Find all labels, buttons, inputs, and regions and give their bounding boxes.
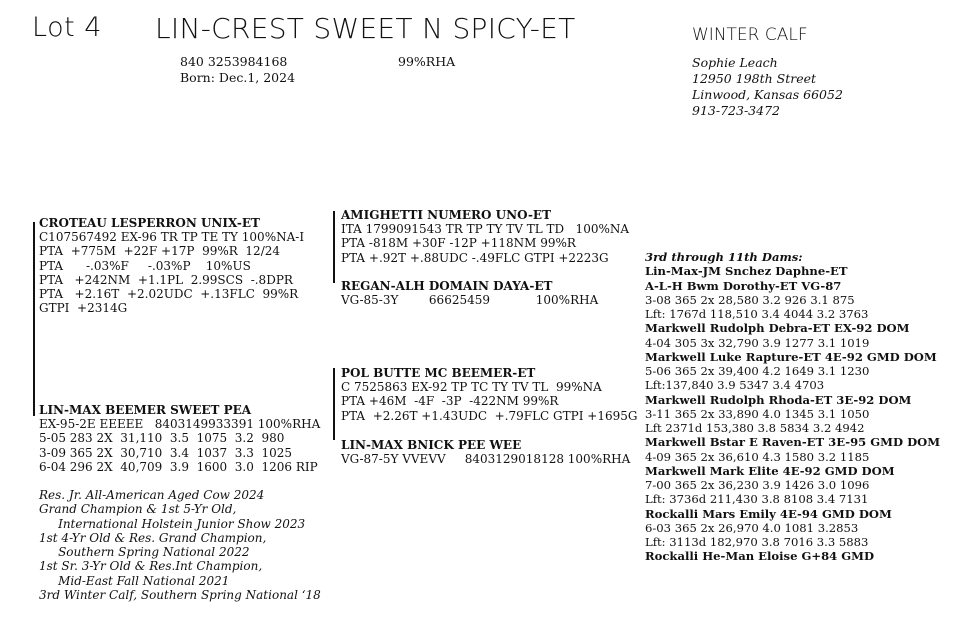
dam-line: 5-05 283 2X 31,110 3.5 1075 3.2 980 [39,431,285,446]
dam-dam-line: VG-87-5Y VVEVV 8403129018128 100%RHA [341,452,631,467]
dam-sire-block [341,366,637,423]
sire-name: CROTEAU LESPERRON UNIX-ET [39,216,260,230]
sire-sire-name: AMIGHETTI NUMERO UNO-ET [341,208,552,222]
dam-name-line: Rockalli He-Man Eloise G+84 GMD [645,549,875,564]
dam-record-line: 4-09 365 2x 36,610 4.3 1580 3.2 1185 [645,449,870,464]
dam-line: 6-04 296 2X 40,709 3.9 1600 3.0 1206 RIP [39,459,318,474]
lot-number: Lot 4 [32,12,102,43]
dams-lines [645,264,940,563]
dam-name-line: Markwell Rudolph Debra-ET EX-92 DOM [645,321,910,336]
owner-street: 12950 198th Street [692,71,817,86]
pedigree-line-main [33,222,35,416]
sire-sire-line: ITA 1799091543 TR TP TY TV TL TD 100%NA [341,222,630,237]
honor-item: International Holstein Junior Show 2023 [39,516,306,531]
pedigree-line-sire [333,211,335,283]
sire-dam-name: REGAN-ALH DOMAIN DAYA-ET [341,279,553,293]
honor-item: 1st 4-Yr Old & Res. Grand Champion, [39,530,267,545]
sire-line: PTA +2.16T +2.02UDC +.13FLC 99%R [39,287,299,302]
honor-item: 3rd Winter Calf, Southern Spring National ‘18 [39,588,321,603]
dam-record-line: Lft: 3736d 211,430 3.8 8108 3.4 7131 [645,492,869,507]
dam-record-line: 4-04 305 3x 32,790 3.9 1277 3.1 1019 [645,335,870,350]
dam-line: EX-95-2E EEEEE 8403149933391 100%RHA [39,417,321,432]
owner-name: Sophie Leach [692,55,778,70]
honor-item: Res. Jr. All-American Aged Cow 2024 [39,488,265,502]
dam-line: 3-09 365 2X 30,710 3.4 1037 3.3 1025 [39,445,293,460]
sire-line: GTPI +2314G [39,301,128,316]
dam-name: LIN-MAX BEEMER SWEET PEA [39,403,252,417]
owner-city: Linwood, Kansas 66052 [692,87,843,102]
dam-sire-line: PTA +46M -4F -3P -422NM 99%R [341,394,559,409]
honor-item: Mid-East Fall National 2021 [39,573,230,588]
dam-name-line: Markwell Bstar E Raven-ET 3E-95 GMD DOM [645,435,941,450]
dam-name-line: A-L-H Bwm Dorothy-ET VG-87 [645,278,842,293]
dam-sire-line: PTA +2.26T +1.43UDC +.79FLC GTPI +1695G [341,408,638,423]
dams-title: 3rd through 11th Dams: [645,250,803,264]
dam-name-line: Lin-Max-JM Snchez Daphne-ET [645,264,848,279]
dam-record-line: 7-00 365 2x 36,230 3.9 1426 3.0 1096 [645,478,870,492]
dam-name-line: Markwell Rudolph Rhoda-ET 3E-92 DOM [645,392,912,407]
dam-record-line: Lft 2371d 153,380 3.8 5834 3.2 4942 [645,421,865,435]
dam-record-line: 3-11 365 2x 33,890 4.0 1345 3.1 1050 [645,406,870,421]
sire-sire-block [341,208,629,265]
dam-record-line: 3-08 365 2x 28,580 3.2 926 3.1 875 [645,292,855,307]
owner-info [692,55,843,119]
birth-date: Born: Dec.1, 2024 [180,70,296,85]
rha-percent: 99%RHA [398,54,456,69]
registration-number: 840 3253984168 [180,54,288,69]
sire-dam-block [341,279,598,307]
dam-name-line: Markwell Mark Elite 4E-92 GMD DOM [645,463,895,478]
honor-item: Southern Spring National 2022 [39,545,250,560]
dam-record-line: Lft:137,840 3.9 5347 3.4 4703 [645,378,825,393]
dam-block [39,403,320,474]
sire-line: C107567492 EX-96 TR TP TE TY 100%NA-I [39,230,305,245]
dam-name-line: Markwell Luke Rapture-ET 4E-92 GMD DOM [645,349,937,364]
dam-dam-name: LIN-MAX BNICK PEE WEE [341,438,522,452]
dam-dam-block [341,438,630,466]
dam-record-line: 5-06 365 2x 39,400 4.2 1649 3.1 1230 [645,364,870,378]
dams-block [645,250,940,564]
sire-dam-line: VG-85-3Y 66625459 100%RHA [341,293,599,308]
dam-name-line: Rockalli Mars Emily 4E-94 GMD DOM [645,506,892,521]
sire-block [39,216,304,315]
dam-sire-name: POL BUTTE MC BEEMER-ET [341,366,536,380]
sire-line: PTA +242NM +1.1PL 2.99SCS -.8DPR [39,272,293,287]
owner-phone: 913-723-3472 [692,103,780,118]
dam-record-line: Lft: 3113d 182,970 3.8 7016 3.3 5883 [645,535,869,549]
dam-sire-line: C 7525863 EX-92 TP TC TY TV TL 99%NA [341,380,602,395]
pedigree-line-dam [333,368,335,440]
sire-line: PTA +775M +22F +17P 99%R 12/24 [39,244,281,259]
sire-line: PTA -.03%F -.03%P 10%US [39,258,251,273]
sire-sire-line: PTA -818M +30F -12P +118NM 99%R [341,236,576,251]
dam-record-line: 6-03 365 2x 26,970 4.0 1081 3.2853 [645,520,859,535]
animal-name: LIN-CREST SWEET N SPICY-ET [155,12,576,45]
honor-item: Grand Champion & 1st 5-Yr Old, [39,502,237,517]
sire-sire-line: PTA +.92T +.88UDC -.49FLC GTPI +2223G [341,250,609,265]
honor-item: 1st Sr. 3-Yr Old & Res.Int Champion, [39,559,263,574]
dam-record-line: Lft: 1767d 118,510 3.4 4044 3.2 3763 [645,307,869,321]
honors-list [39,488,321,602]
class-label: WINTER CALF [692,25,808,45]
